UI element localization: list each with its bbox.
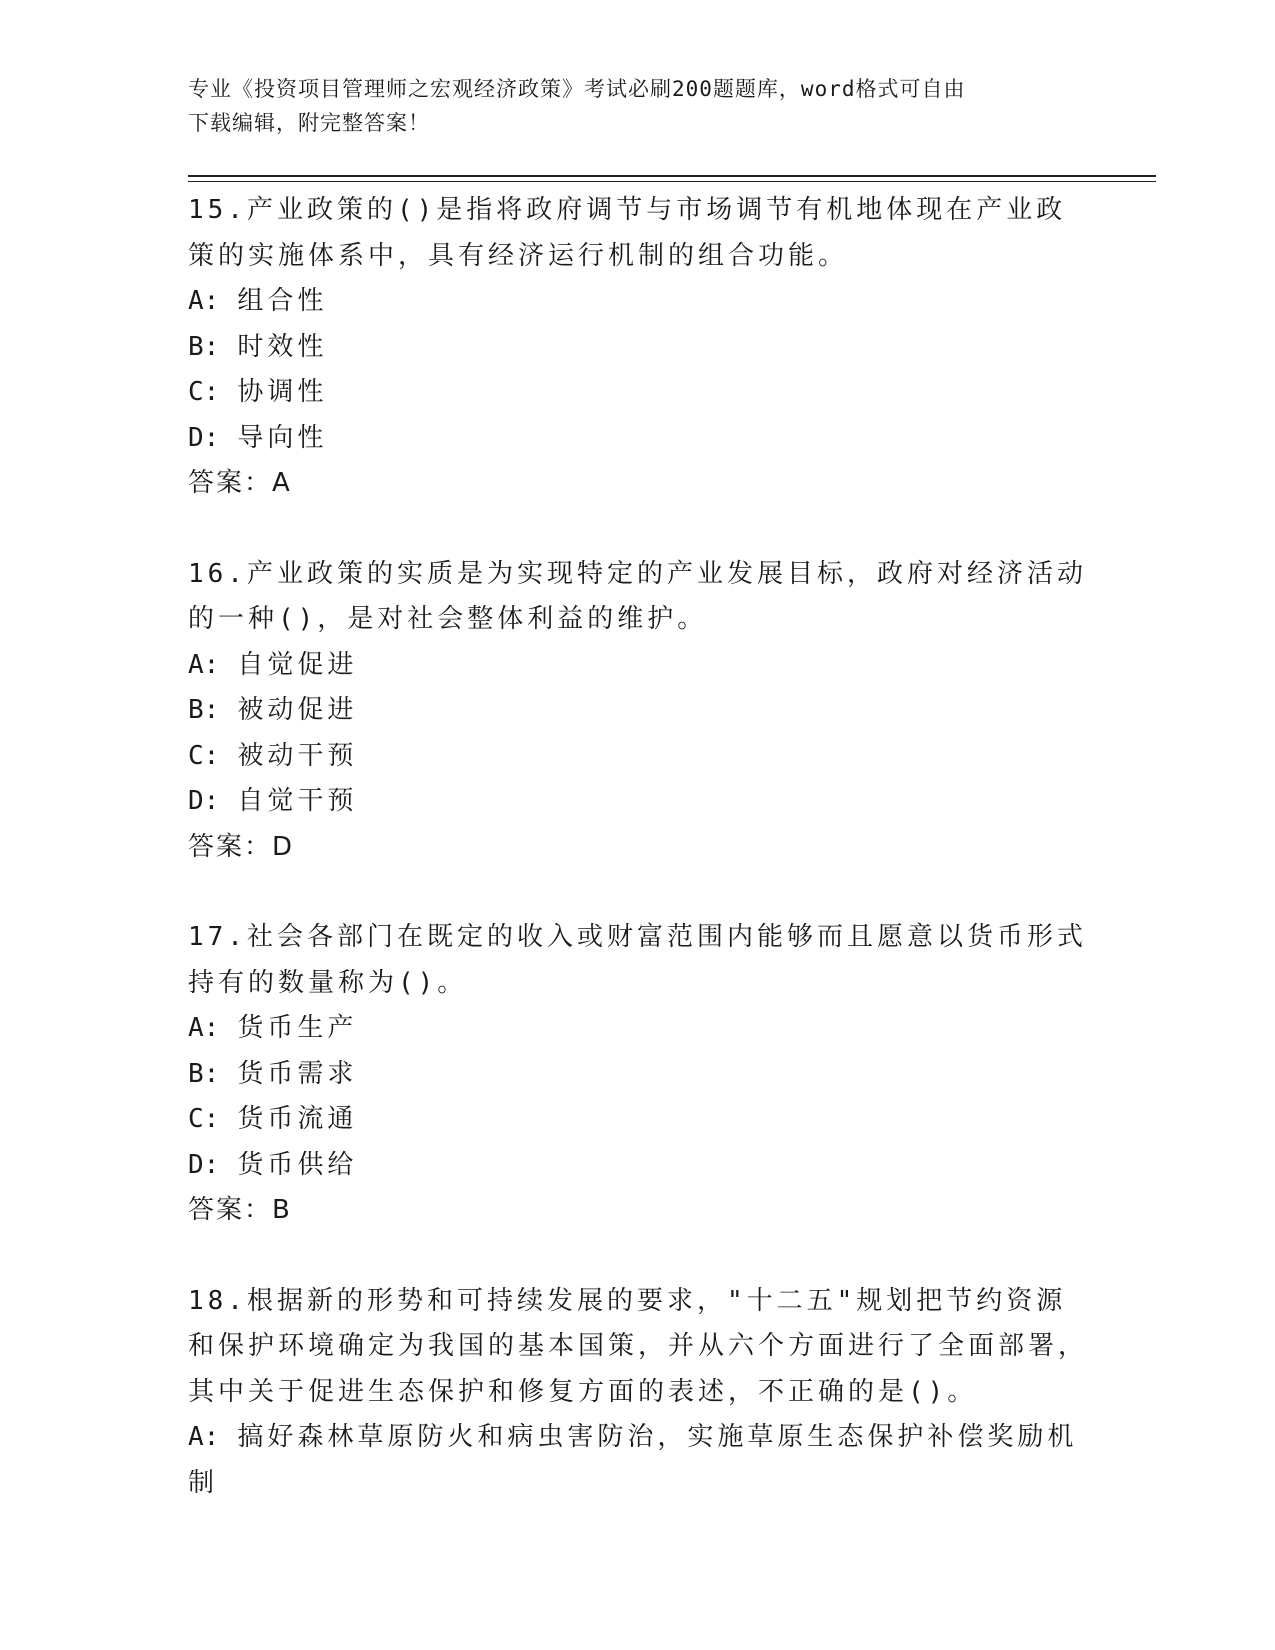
option-text: 货币流通: [237, 1104, 358, 1134]
option-key: D:: [188, 422, 220, 453]
header-divider-thin: [188, 181, 1156, 182]
question-stem: 18.根据新的形势和可持续发展的要求，"十二五"规划把节约资源和保护环境确定为我国的基本国策，并从六个方面进行了全面部署，其中关于促进生态保护和修复方面的表述，不正确的是()。: [188, 1285, 1089, 1407]
question-stem: 17.社会各部门在既定的收入或财富范围内能够而且愿意以货币形式持有的数量称为()。: [188, 922, 1087, 998]
question-17: [188, 915, 1088, 1234]
option-text: 搞好森林草原防火和病虫害防治，实施草原生态保护补偿奖励机制: [188, 1422, 1078, 1498]
option-c: [188, 370, 1088, 416]
option-text: 时效性: [237, 331, 328, 362]
question-stem: 16.产业政策的实质是为实现特定的产业发展目标，政府对经济活动的一种()，是对社会整体利益的维护。: [188, 558, 1087, 634]
option-c: [188, 1097, 1088, 1143]
option-text: 自觉干预: [237, 786, 358, 816]
option-key: A:: [188, 1422, 220, 1452]
question-list: [188, 188, 1088, 1551]
option-key: D:: [188, 1149, 220, 1180]
answer-label: 答案：B: [188, 1195, 292, 1225]
option-text: 协调性: [237, 377, 328, 407]
answer-label: 答案：D: [188, 831, 295, 862]
header-line-1: 专业《投资项目管理师之宏观经济政策》考试必刷200题题库，word格式可自由: [188, 77, 966, 101]
option-text: 货币生产: [237, 1013, 358, 1043]
answer-label: 答案：A: [188, 468, 292, 498]
option-key: B:: [188, 695, 220, 725]
option-a: [188, 1415, 1088, 1506]
option-b: [188, 1052, 1088, 1098]
option-text: 导向性: [237, 422, 328, 453]
option-text: 组合性: [237, 286, 328, 316]
document-header: [188, 72, 1088, 140]
option-key: B:: [188, 331, 220, 362]
option-d: [188, 779, 1088, 825]
option-text: 货币需求: [237, 1058, 358, 1089]
header-line-2: 下载编辑，附完整答案！: [188, 111, 430, 135]
option-key: A:: [188, 286, 220, 316]
option-key: C:: [188, 1104, 220, 1134]
option-c: [188, 734, 1088, 780]
option-b: [188, 688, 1088, 734]
option-key: C:: [188, 377, 220, 407]
option-key: B:: [188, 1058, 220, 1089]
option-d: [188, 416, 1088, 462]
question-16: [188, 552, 1088, 871]
option-a: [188, 279, 1088, 325]
option-d: [188, 1143, 1088, 1189]
option-text: 被动促进: [237, 695, 358, 725]
option-key: A:: [188, 649, 220, 680]
option-key: D:: [188, 786, 220, 816]
option-text: 被动干预: [237, 740, 358, 771]
option-b: [188, 325, 1088, 371]
option-a: [188, 1006, 1088, 1052]
question-15: [188, 188, 1088, 507]
option-key: C:: [188, 740, 220, 771]
question-18: [188, 1279, 1088, 1507]
option-text: 货币供给: [237, 1149, 358, 1180]
header-divider-thick: [188, 175, 1156, 177]
option-key: A:: [188, 1013, 220, 1043]
option-text: 自觉促进: [237, 649, 358, 680]
question-stem: 15.产业政策的()是指将政府调节与市场调节有机地体现在产业政策的实施体系中，具有经济运行机制的组合功能。: [188, 195, 1067, 271]
option-a: [188, 643, 1088, 689]
